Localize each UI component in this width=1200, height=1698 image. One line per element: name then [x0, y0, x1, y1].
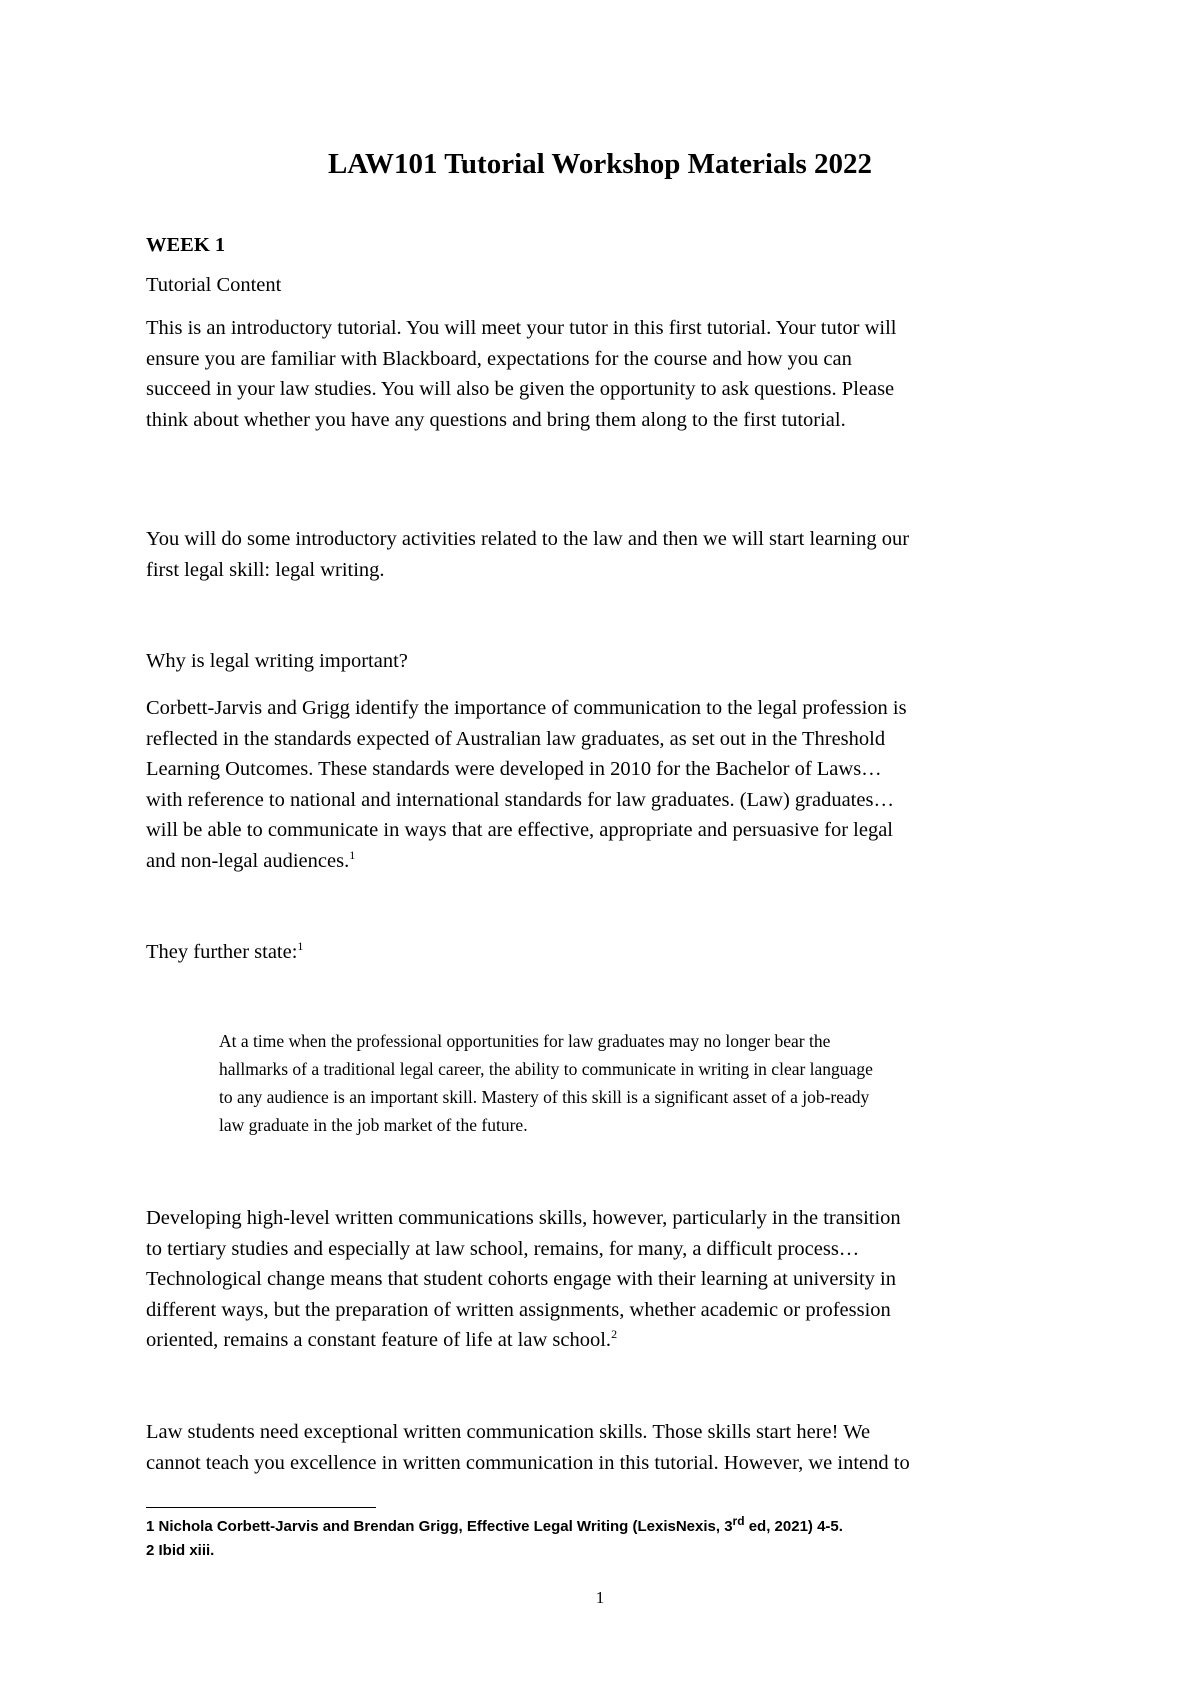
why-heading: Why is legal writing important? — [146, 650, 408, 672]
paragraph-line: to tertiary studies and especially at law school, remains, for many, a difficult process… — [146, 1237, 860, 1260]
activities-paragraph — [146, 524, 1076, 585]
paragraph-line: will be able to communicate in ways that are effective, appropriate and persuasive for legal — [146, 819, 893, 841]
paragraph-line: You will do some introductory activities related to the law and then we will start learning our — [146, 528, 910, 550]
paragraph-line: reflected in the standards expected of Australian law graduates, as set out in the Threshold — [146, 727, 886, 750]
footnote-1 — [146, 1514, 1076, 1537]
line-text: oriented, remains a constant feature of life at law school. — [146, 1329, 612, 1351]
paragraph-line: Law students need exceptional written communication skills. Those skills start here! We — [146, 1421, 871, 1443]
footnote-ref: 1 — [297, 939, 304, 954]
importance-paragraph — [146, 693, 1076, 876]
paragraph-line: Developing high-level written communications skills, however, particularly in the transition — [146, 1207, 901, 1229]
paragraph-line — [146, 846, 1076, 877]
page-number: 1 — [595, 1588, 605, 1607]
paragraph-line: This is an introductory tutorial. You will meet your tutor in this first tutorial. Your tutor will — [146, 317, 897, 339]
footnote-text: 1 Nichola Corbett-Jarvis and Brendan Grigg, Effective Legal Writing (LexisNexis, 3 — [146, 1518, 733, 1535]
footnote-2: 2 Ibid xiii. — [146, 1542, 215, 1559]
quote-line: law graduate in the job market of the future. — [219, 1115, 528, 1135]
paragraph-line: with reference to national and international standards for law graduates. (Law) graduates… — [146, 788, 894, 811]
paragraph-line: cannot teach you excellence in written communication in this tutorial. However, we intend to — [146, 1451, 910, 1474]
paragraph-line: succeed in your law studies. You will also be given the opportunity to ask questions. Please — [146, 378, 895, 400]
paragraph-line: Technological change means that student cohorts engage with their learning at university in — [146, 1268, 897, 1290]
developing-paragraph — [146, 1203, 1076, 1356]
document-title: LAW101 Tutorial Workshop Materials 2022 — [327, 148, 873, 180]
paragraph-line: ensure you are familiar with Blackboard, expectations for the course and how you can — [146, 347, 852, 370]
footnote-ref: 2 — [611, 1327, 618, 1342]
footnote-ref: 1 — [349, 847, 356, 862]
further-state-line — [146, 937, 1076, 968]
week-heading: WEEK 1 — [146, 234, 226, 256]
paragraph-line: Corbett-Jarvis and Grigg identify the importance of communication to the legal profession is — [146, 697, 907, 719]
law-students-paragraph — [146, 1417, 1076, 1478]
line-text: and non-legal audiences. — [146, 849, 350, 872]
footnote-text: ed, 2021) 4-5. — [744, 1518, 843, 1535]
quote-line: At a time when the professional opportunities for law graduates may no longer bear the — [219, 1031, 831, 1051]
intro-paragraph — [146, 313, 1076, 435]
tutorial-content-label: Tutorial Content — [146, 274, 282, 296]
quote-line: to any audience is an important skill. Mastery of this skill is a significant asset of a job-ready — [219, 1087, 870, 1107]
quote-line: hallmarks of a traditional legal career, the ability to communicate in writing in clear language — [219, 1059, 873, 1079]
paragraph-line: first legal skill: legal writing. — [146, 558, 385, 581]
footnote-superscript: rd — [732, 1514, 745, 1528]
paragraph-line — [146, 1325, 1076, 1356]
line-text: They further state: — [146, 941, 298, 963]
paragraph-line: think about whether you have any questions and bring them along to the first tutorial. — [146, 408, 846, 431]
paragraph-line: Learning Outcomes. These standards were developed in 2010 for the Bachelor of Laws… — [146, 758, 882, 780]
footnote-separator — [146, 1507, 376, 1508]
paragraph-line: different ways, but the preparation of written assignments, whether academic or profession — [146, 1298, 891, 1321]
block-quote — [219, 1027, 1069, 1139]
